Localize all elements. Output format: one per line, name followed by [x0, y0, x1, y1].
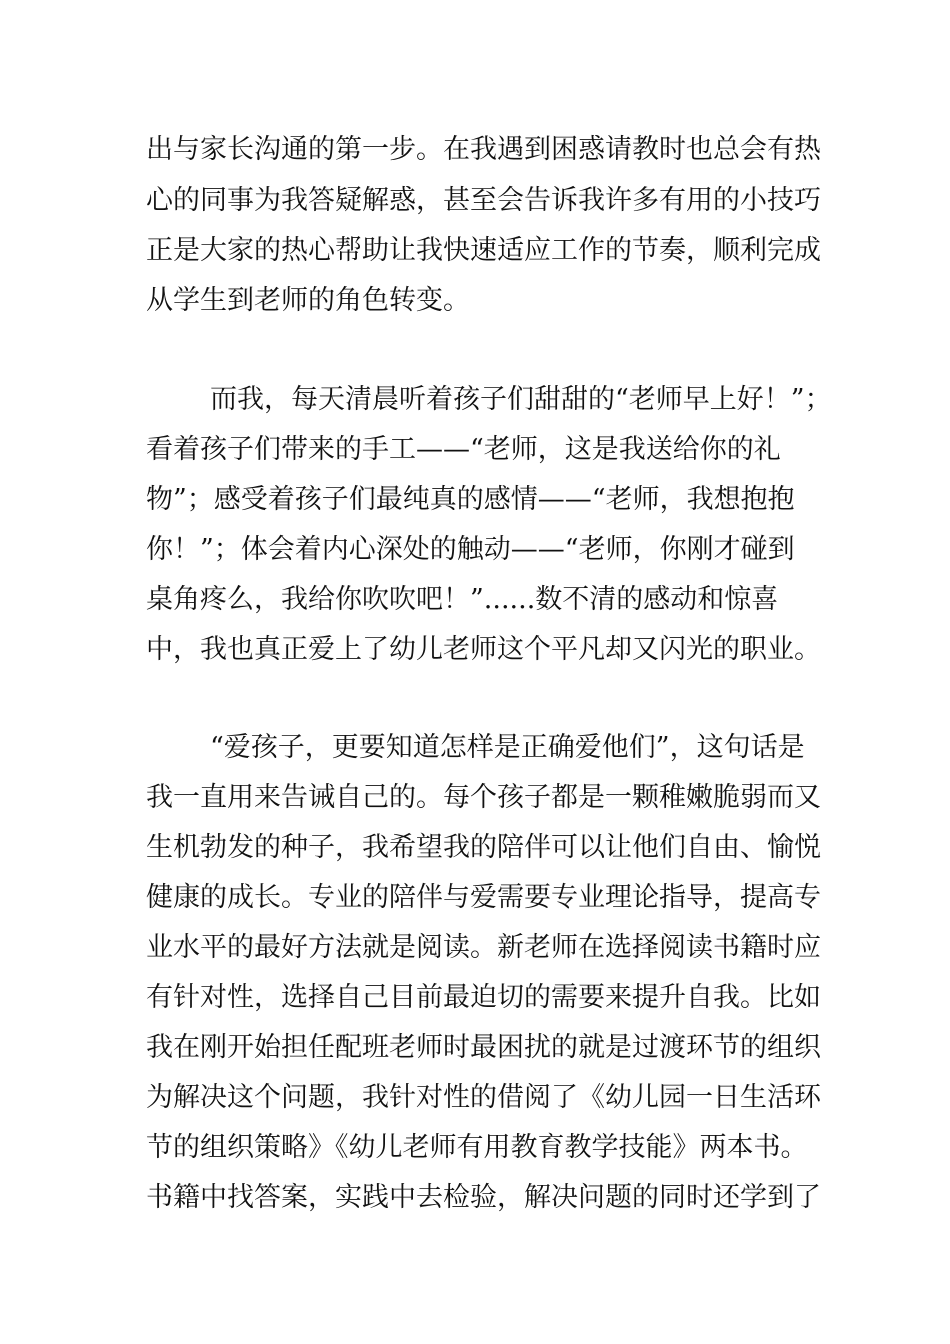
paragraph-3-line-9: 节的组织策略》《幼儿老师有用教育教学技能》两本书。 [146, 1132, 808, 1163]
paragraph-1-line-1: 出与家长沟通的第一步。在我遇到困惑请教时也总会有热 [146, 134, 821, 165]
paragraph-1-line-3: 正是大家的热心帮助让我快速适应工作的节奏，顺利完成 [146, 235, 821, 266]
paragraph-3-line-3: 生机勃发的种子，我希望我的陪伴可以让他们自由、愉悦 [146, 832, 821, 863]
paragraph-3-line-5: 业水平的最好方法就是阅读。新老师在选择阅读书籍时应 [146, 932, 821, 963]
paragraph-3-line-1: “爱孩子，更要知道怎样是正确爱他们”，这句话是 [210, 732, 805, 763]
paragraph-2-line-2: 看着孩子们带来的手工——“老师，这是我送给你的礼 [146, 434, 781, 465]
paragraph-3-line-4: 健康的成长。专业的陪伴与爱需要专业理论指导，提高专 [146, 882, 821, 913]
paragraph-2-line-5: 桌角疼么，我给你吹吹吧！”......数不清的感动和惊喜 [146, 584, 779, 615]
paragraph-1-line-4: 从学生到老师的角色转变。 [146, 285, 470, 316]
paragraph-2-line-6: 中，我也真正爱上了幼儿老师这个平凡却又闪光的职业。 [146, 634, 821, 665]
paragraph-3-line-7: 我在刚开始担任配班老师时最困扰的就是过渡环节的组织 [146, 1032, 821, 1063]
paragraph-2-line-3: 物”；感受着孩子们最纯真的感情——“老师，我想抱抱 [146, 484, 795, 515]
paragraph-3-line-6: 有针对性，选择自己目前最迫切的需要来提升自我。比如 [146, 982, 821, 1013]
paragraph-3-line-2: 我一直用来告诫自己的。每个孩子都是一颗稚嫩脆弱而又 [146, 782, 821, 813]
paragraph-2-line-4: 你！”；体会着内心深处的触动——“老师，你刚才碰到 [146, 534, 795, 565]
paragraph-1-line-2: 心的同事为我答疑解惑，甚至会告诉我许多有用的小技巧 [146, 185, 821, 216]
paragraph-3-line-8: 为解决这个问题，我针对性的借阅了《幼儿园一日生活环 [146, 1082, 821, 1113]
paragraph-2-line-1: 而我，每天清晨听着孩子们甜甜的“老师早上好！”； [210, 384, 832, 415]
paragraph-3-line-10: 书籍中找答案，实践中去检验，解决问题的同时还学到了 [146, 1182, 821, 1213]
